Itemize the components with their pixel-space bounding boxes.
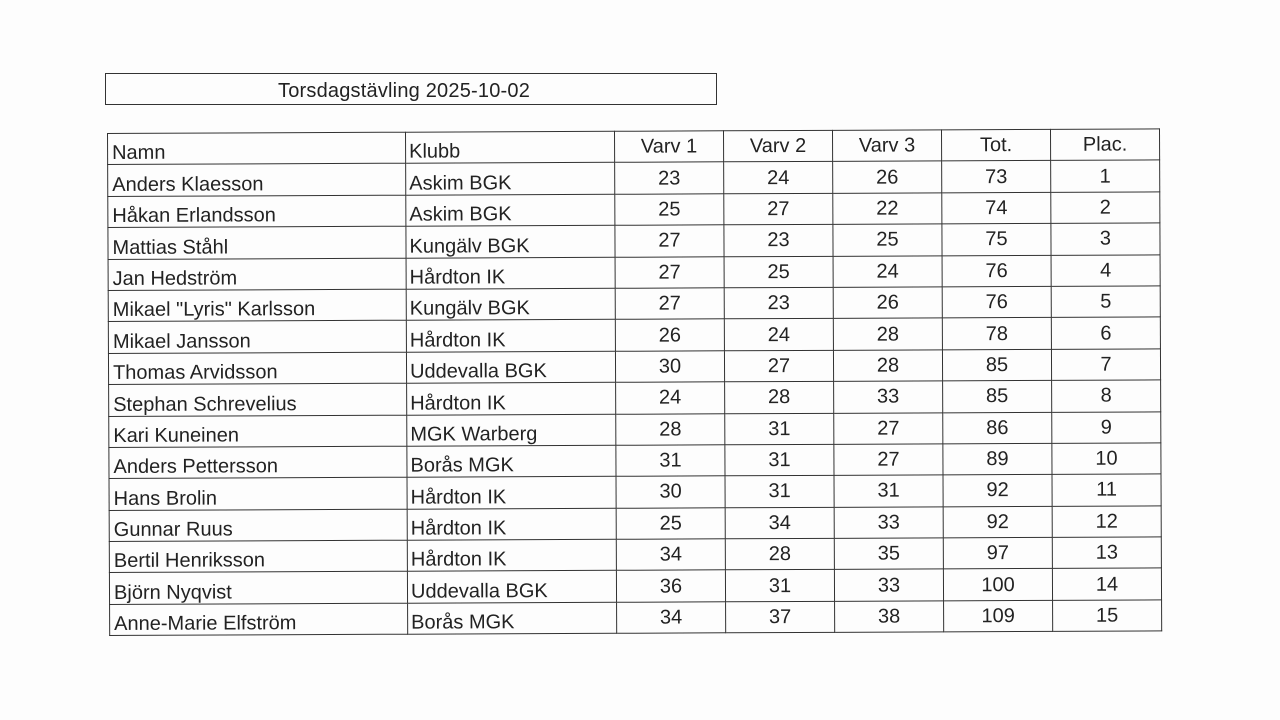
cell-tot: 92	[943, 475, 1052, 507]
table-body	[108, 160, 1162, 635]
table-row	[109, 380, 1161, 416]
cell-klubb: Kungälv BGK	[406, 225, 615, 257]
cell-varv-1: 25	[616, 507, 725, 539]
cell-namn: Anders Klaesson	[108, 164, 406, 197]
cell-varv-1: 27	[615, 225, 724, 257]
cell-namn: Björn Nyqvist	[109, 572, 407, 605]
cell-varv-2: 27	[724, 350, 833, 382]
cell-tot: 85	[943, 381, 1052, 413]
table-row	[108, 223, 1160, 259]
table-row	[108, 349, 1160, 385]
cell-namn: Hans Brolin	[109, 477, 407, 510]
cell-varv-3: 26	[833, 287, 942, 319]
cell-klubb: Askim BGK	[406, 163, 615, 195]
cell-namn: Jan Hedström	[108, 258, 406, 291]
cell-varv-3: 25	[833, 224, 942, 256]
cell-plac: 12	[1052, 506, 1161, 538]
cell-varv-3: 27	[834, 412, 943, 444]
cell-plac: 14	[1052, 568, 1161, 600]
table-row	[109, 411, 1161, 447]
cell-varv-1: 34	[617, 602, 726, 634]
cell-plac: 13	[1052, 537, 1161, 569]
cell-varv-1: 31	[616, 445, 725, 477]
cell-tot: 86	[943, 412, 1052, 444]
cell-tot: 97	[943, 537, 1052, 569]
cell-klubb: Borås MGK	[408, 602, 617, 634]
cell-varv-1: 28	[616, 413, 725, 445]
cell-varv-2: 23	[724, 225, 833, 257]
cell-varv-2: 31	[725, 444, 834, 476]
cell-namn: Kari Kuneinen	[109, 415, 407, 448]
cell-varv-1: 27	[615, 288, 724, 320]
cell-varv-2: 34	[725, 507, 834, 539]
cell-namn: Stephan Schrevelius	[109, 383, 407, 416]
header-varv-2: Varv 2	[723, 130, 832, 162]
table-row	[108, 192, 1160, 228]
cell-tot: 76	[942, 255, 1051, 287]
cell-varv-3: 26	[833, 161, 942, 193]
header-varv-1: Varv 1	[614, 131, 723, 163]
table-row	[109, 506, 1161, 542]
cell-klubb: Kungälv BGK	[406, 288, 615, 320]
cell-varv-1: 25	[615, 194, 724, 226]
cell-tot: 73	[942, 161, 1051, 193]
cell-plac: 3	[1051, 223, 1160, 255]
cell-varv-1: 27	[615, 256, 724, 288]
cell-varv-2: 31	[725, 476, 834, 508]
cell-varv-3: 33	[834, 381, 943, 413]
cell-varv-2: 24	[724, 162, 833, 194]
cell-tot: 75	[942, 224, 1051, 256]
cell-klubb: MGK Warberg	[407, 414, 616, 446]
cell-tot: 74	[942, 192, 1051, 224]
cell-varv-2: 24	[724, 319, 833, 351]
table-row	[108, 286, 1160, 322]
cell-namn: Mattias Ståhl	[108, 226, 406, 259]
cell-varv-3: 33	[834, 569, 943, 601]
cell-tot: 92	[943, 506, 1052, 538]
cell-namn: Anne-Marie Elfström	[110, 603, 408, 636]
cell-plac: 10	[1052, 443, 1161, 475]
cell-namn: Anders Pettersson	[109, 446, 407, 479]
cell-namn: Mikael Jansson	[108, 321, 406, 354]
cell-tot: 78	[942, 318, 1051, 350]
cell-plac: 1	[1051, 160, 1160, 192]
table-row	[109, 568, 1161, 604]
cell-varv-2: 28	[725, 381, 834, 413]
cell-varv-3: 28	[833, 318, 942, 350]
cell-plac: 6	[1051, 317, 1160, 349]
cell-klubb: Uddevalla BGK	[407, 571, 616, 603]
cell-varv-1: 30	[616, 476, 725, 508]
table-row	[109, 537, 1161, 573]
results-table	[107, 128, 1162, 636]
cell-plac: 7	[1051, 349, 1160, 381]
cell-namn: Thomas Arvidsson	[108, 352, 406, 385]
cell-klubb: Hårdton IK	[406, 257, 615, 289]
table-header-row	[108, 129, 1160, 165]
table-row	[108, 317, 1160, 353]
cell-plac: 11	[1052, 474, 1161, 506]
header-klubb: Klubb	[405, 131, 614, 163]
cell-klubb: Hårdton IK	[406, 320, 615, 352]
cell-plac: 5	[1051, 286, 1160, 318]
cell-varv-3: 27	[834, 444, 943, 476]
header-varv-3: Varv 3	[832, 130, 941, 162]
cell-klubb: Hårdton IK	[407, 382, 616, 414]
cell-varv-1: 34	[616, 539, 725, 571]
cell-varv-2: 31	[725, 413, 834, 445]
table-row	[108, 254, 1160, 290]
cell-klubb: Borås MGK	[407, 445, 616, 477]
cell-varv-3: 22	[833, 193, 942, 225]
cell-varv-2: 27	[724, 193, 833, 225]
title-box	[105, 73, 717, 105]
cell-klubb: Hårdton IK	[407, 539, 616, 571]
cell-varv-1: 23	[615, 162, 724, 194]
cell-klubb: Uddevalla BGK	[406, 351, 615, 383]
table-row	[110, 600, 1162, 636]
cell-varv-3: 24	[833, 255, 942, 287]
cell-varv-3: 28	[833, 350, 942, 382]
cell-varv-1: 30	[615, 351, 724, 383]
cell-plac: 15	[1053, 600, 1162, 632]
cell-tot: 100	[943, 569, 1052, 601]
cell-varv-3: 38	[835, 601, 944, 633]
cell-varv-2: 23	[724, 287, 833, 319]
cell-varv-3: 31	[834, 475, 943, 507]
cell-varv-2: 25	[724, 256, 833, 288]
cell-varv-2: 37	[726, 601, 835, 633]
cell-namn: Håkan Erlandsson	[108, 195, 406, 228]
cell-varv-3: 35	[834, 538, 943, 570]
cell-varv-3: 33	[834, 507, 943, 539]
cell-klubb: Askim BGK	[406, 194, 615, 226]
cell-varv-1: 36	[616, 570, 725, 602]
cell-tot: 89	[943, 443, 1052, 475]
cell-plac: 9	[1052, 411, 1161, 443]
header-plac: Plac.	[1050, 129, 1159, 161]
cell-namn: Mikael "Lyris" Karlsson	[108, 289, 406, 322]
cell-varv-2: 31	[725, 570, 834, 602]
cell-plac: 2	[1051, 192, 1160, 224]
cell-tot: 76	[942, 286, 1051, 318]
table-row	[109, 443, 1161, 479]
table-row	[109, 474, 1161, 510]
cell-klubb: Hårdton IK	[407, 508, 616, 540]
cell-varv-1: 26	[615, 319, 724, 351]
cell-plac: 8	[1052, 380, 1161, 412]
header-tot: Tot.	[941, 129, 1050, 161]
cell-klubb: Hårdton IK	[407, 477, 616, 509]
cell-plac: 4	[1051, 254, 1160, 286]
cell-tot: 85	[942, 349, 1051, 381]
cell-tot: 109	[944, 600, 1053, 632]
cell-namn: Bertil Henriksson	[109, 540, 407, 573]
cell-varv-1: 24	[616, 382, 725, 414]
cell-varv-2: 28	[725, 538, 834, 570]
cell-namn: Gunnar Ruus	[109, 509, 407, 542]
table-row	[108, 160, 1160, 196]
header-namn: Namn	[108, 132, 406, 165]
document-title: Torsdagstävling 2025-10-02	[278, 80, 531, 102]
